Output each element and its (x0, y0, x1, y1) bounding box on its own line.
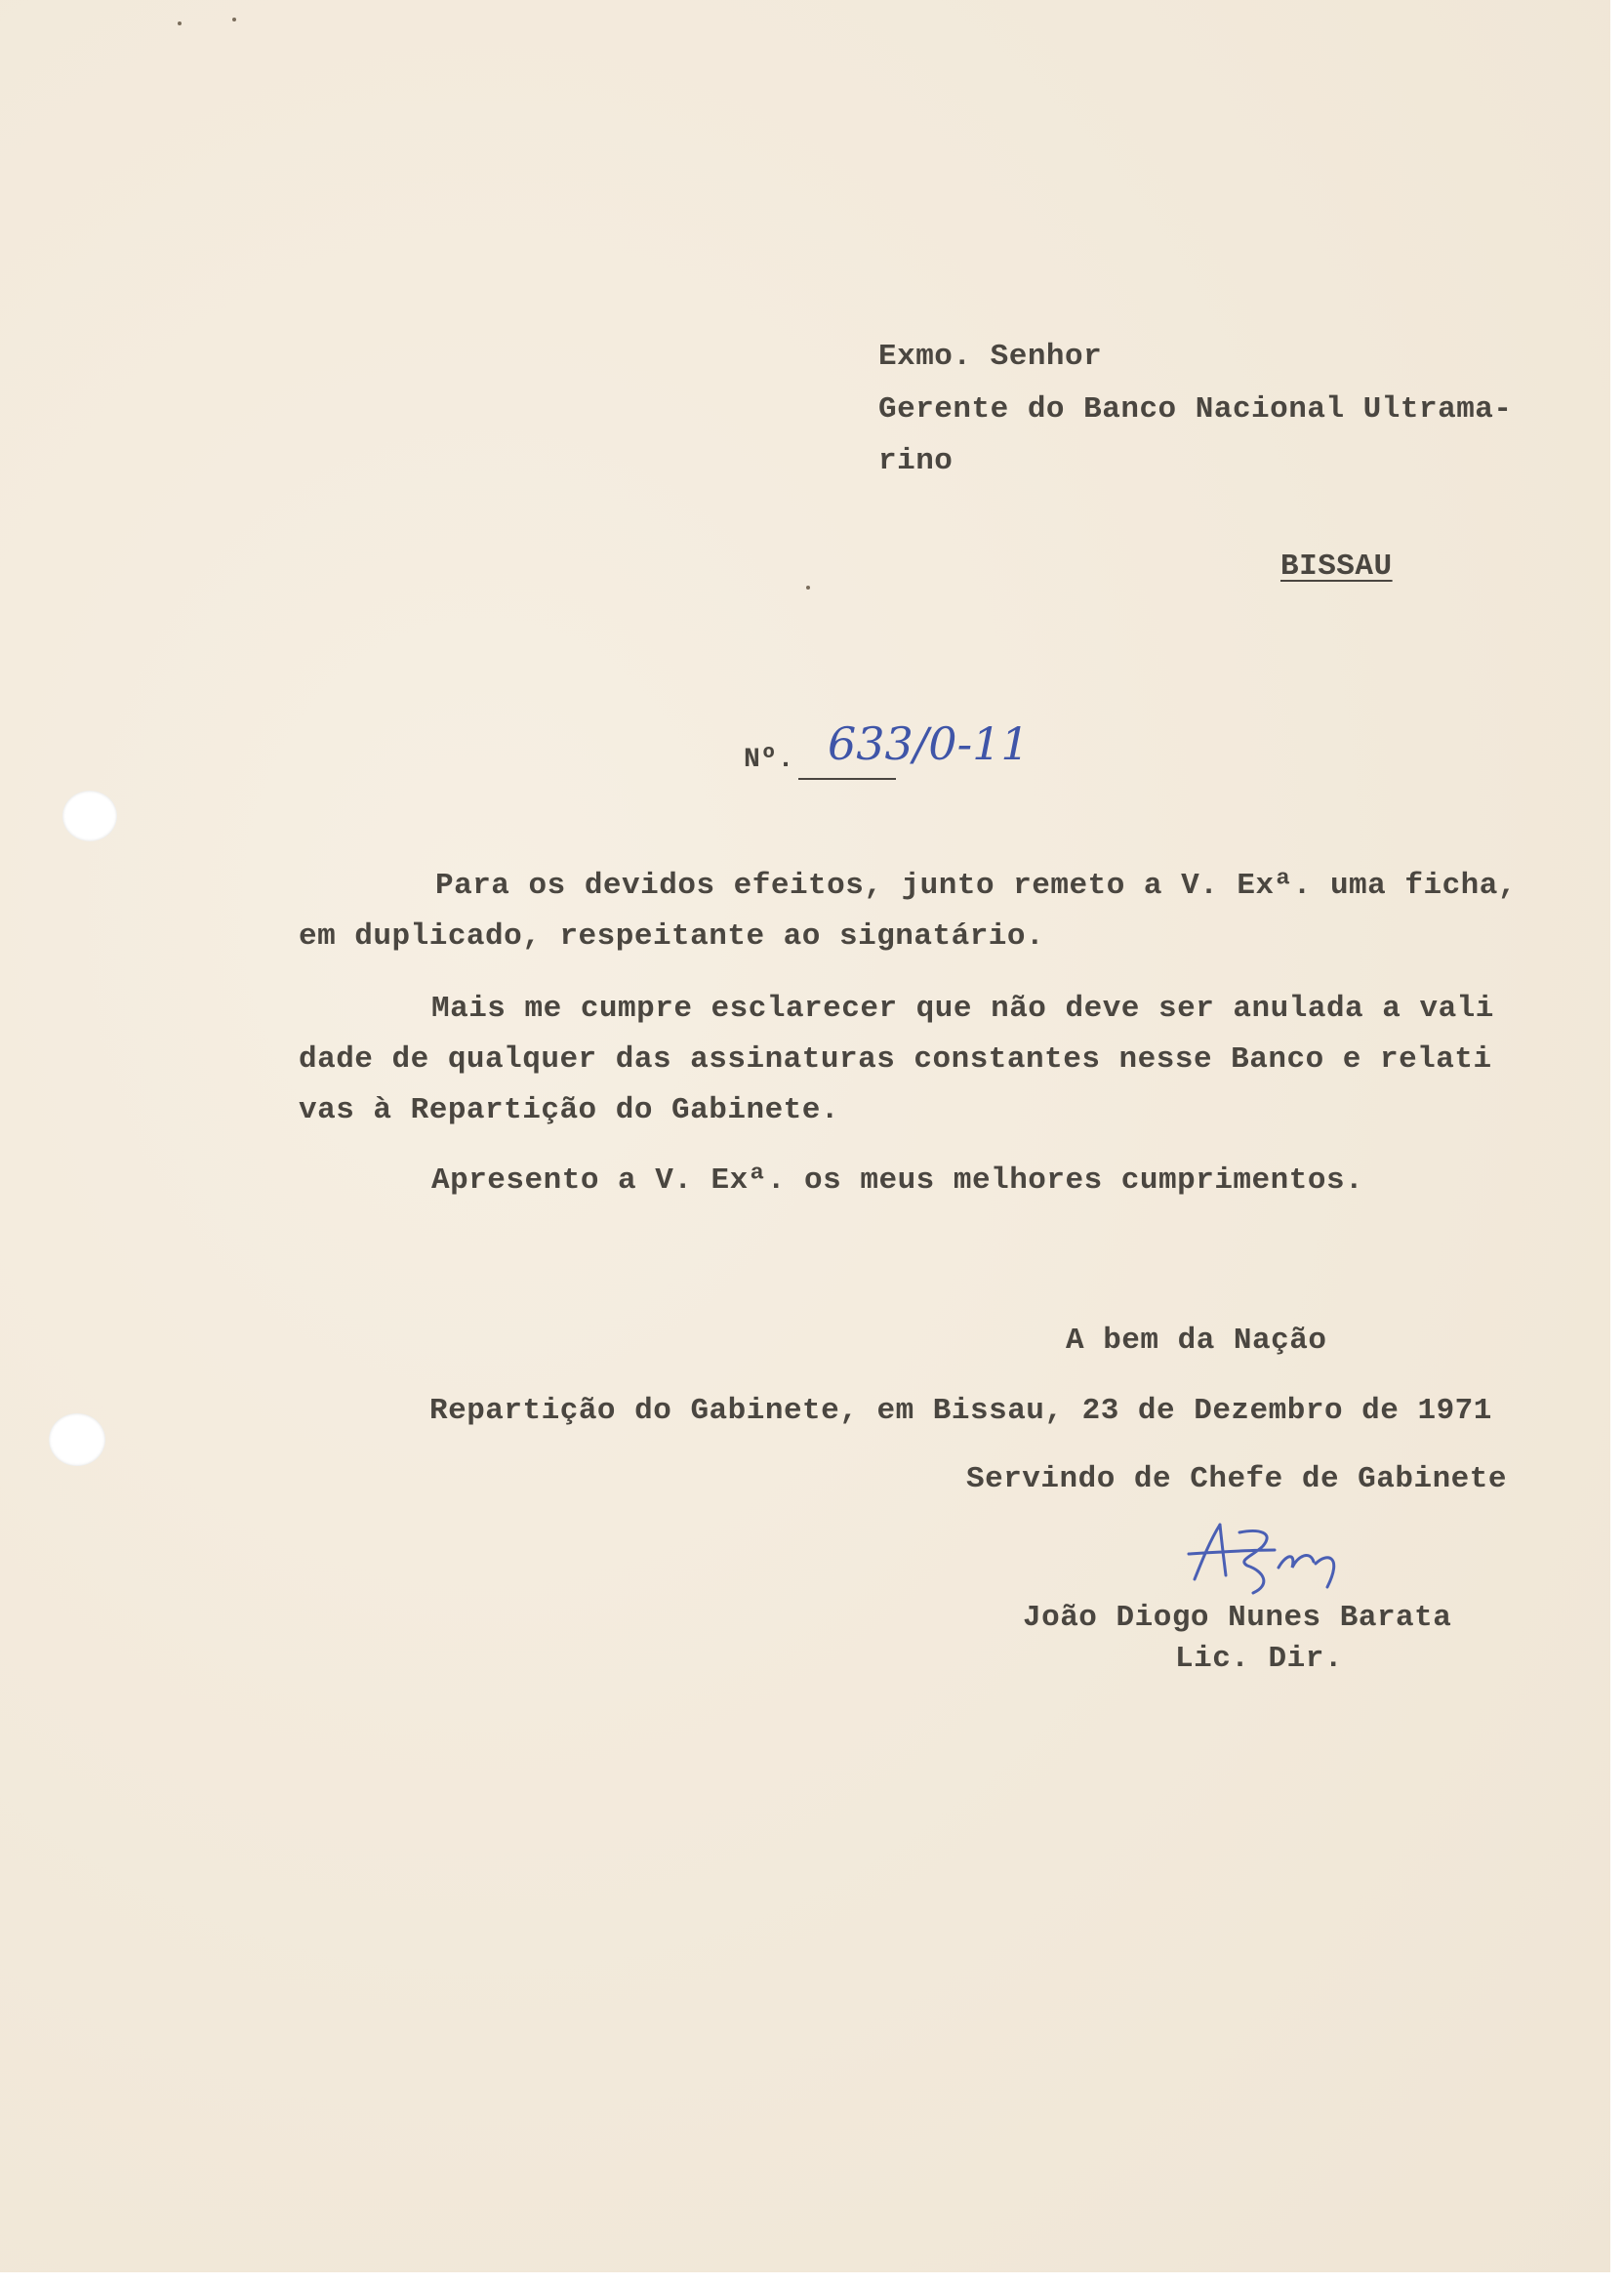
body-paragraph-3: Apresento a V. Exª. os meus melhores cumprimentos. (431, 1163, 1364, 1198)
addressee-salutation: Exmo. Senhor (878, 340, 1103, 374)
body-paragraph-1-line-1: Para os devidos efeitos, junto remeto a V. Exª. uma ficha, (435, 869, 1517, 903)
body-paragraph-2-line-1: Mais me cumpre esclarecer que não deve ser anulada a vali (431, 992, 1494, 1026)
body-paragraph-2-line-3: vas à Repartição do Gabinete. (299, 1093, 839, 1127)
closing-role: Servindo de Chefe de Gabinete (966, 1462, 1507, 1496)
punch-hole-upper (62, 791, 117, 841)
punch-hole-lower (49, 1413, 105, 1466)
addressee-line-2: rino (878, 444, 954, 478)
reference-prefix: Nº. (744, 745, 794, 775)
paper-speck (232, 18, 236, 21)
reference-underline (798, 778, 896, 780)
signatory-name: João Diogo Nunes Barata (1023, 1601, 1452, 1635)
closing-place-date: Repartição do Gabinete, em Bissau, 23 de Dezembro de 1971 (429, 1394, 1492, 1428)
addressee-line-1: Gerente do Banco Nacional Ultrama- (878, 392, 1513, 427)
paper-speck (806, 586, 810, 590)
signatory-title: Lic. Dir. (1175, 1642, 1343, 1676)
paper-speck (178, 21, 182, 25)
addressee-city: BISSAU (1280, 550, 1393, 584)
body-paragraph-1-line-2: em duplicado, respeitante ao signatário. (299, 919, 1045, 954)
reference-handwritten-number: 633/0-11 (828, 717, 1030, 770)
body-paragraph-2-line-2: dade de qualquer das assinaturas constantes nesse Banco e relati (299, 1042, 1492, 1077)
closing-motto: A bem da Nação (1066, 1324, 1327, 1358)
handwritten-signature (1181, 1511, 1376, 1599)
